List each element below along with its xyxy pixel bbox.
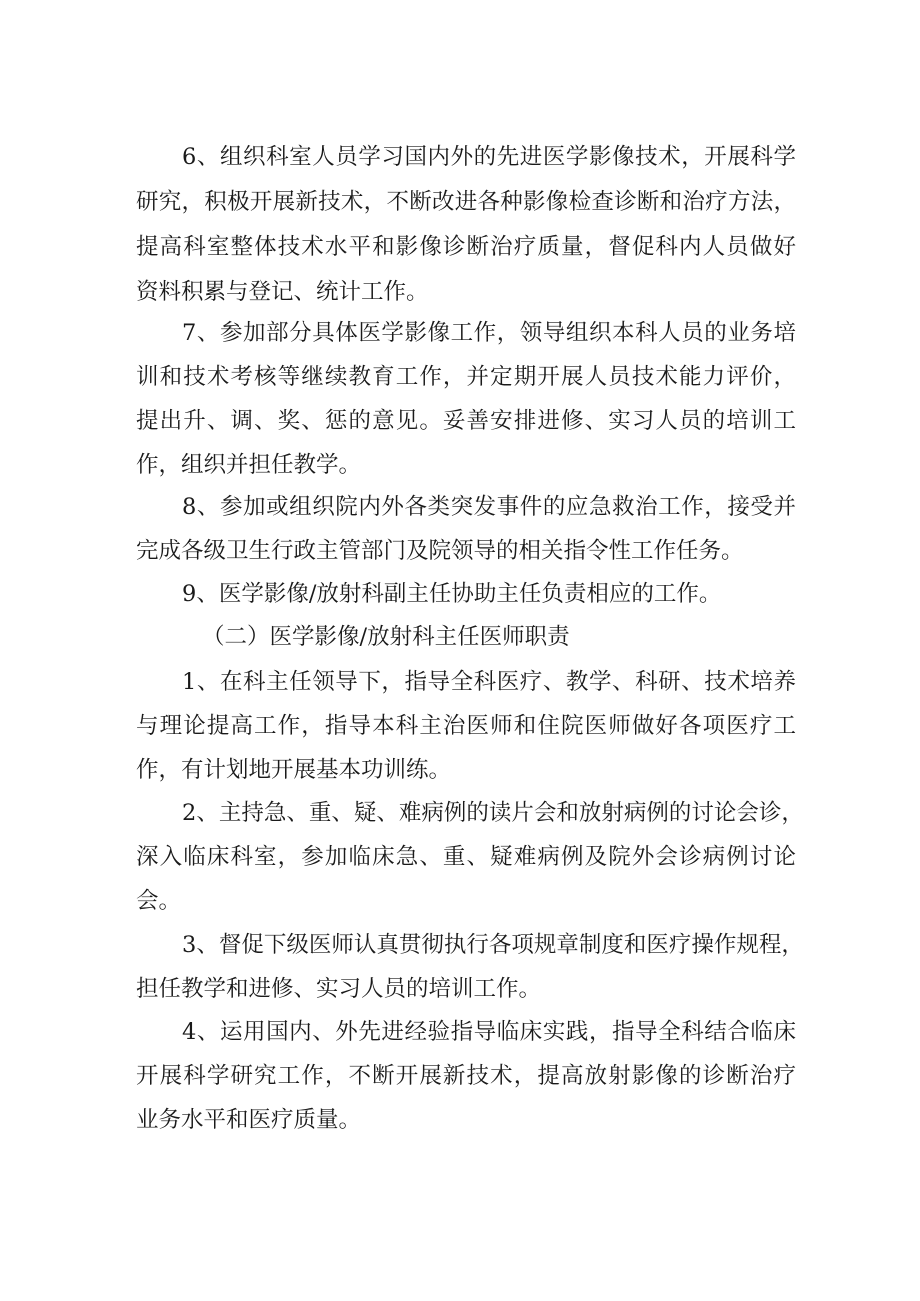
text-line: 1、在科主任领导下，指导全科医疗、教学、科研、技术培养: [182, 669, 796, 695]
text-line: 会。: [136, 888, 182, 914]
text-line: 与理论提高工作，指导本科主治医师和住院医师做好各项医疗工: [136, 713, 796, 739]
text-line: 训和技术考核等继续教育工作，并定期开展人员技术能力评价，: [136, 364, 796, 390]
text-line: 研究，积极开展新技术，不断改进各种影像检查诊断和治疗方法，: [136, 189, 796, 215]
text-line: 担任教学和进修、实习人员的培训工作。: [136, 976, 542, 1002]
text-line: 4、运用国内、外先进经验指导临床实践，指导全科结合临床: [182, 1019, 796, 1045]
text-line: 提高科室整体技术水平和影像诊断治疗质量，督促科内人员做好: [136, 234, 796, 260]
text-line: 9、医学影像/放射科副主任协助主任负责相应的工作。: [182, 581, 722, 607]
text-line: 3、督促下级医师认真贯彻执行各项规章制度和医疗操作规程，: [182, 932, 804, 958]
text-line: 作，有计划地开展基本功训练。: [136, 757, 452, 783]
text-line: 提出升、调、奖、惩的意见。妥善安排进修、实习人员的培训工: [136, 408, 796, 434]
text-line: 7、参加部分具体医学影像工作，领导组织本科人员的业务培: [182, 320, 796, 346]
text-line: 完成各级卫生行政主管部门及院领导的相关指令性工作任务。: [136, 538, 744, 564]
text-line: 开展科学研究工作，不断开展新技术，提高放射影像的诊断治疗: [136, 1063, 796, 1089]
section-heading: （二）医学影像/放射科主任医师职责: [202, 624, 570, 650]
text-line: 业务水平和医疗质量。: [136, 1107, 362, 1133]
text-line: 深入临床科室，参加临床急、重、疑难病例及院外会诊病例讨论: [136, 844, 796, 870]
text-line: 6、组织科室人员学习国内外的先进医学影像技术，开展科学: [182, 144, 796, 170]
text-line: 资料积累与登记、统计工作。: [136, 279, 429, 305]
text-line: 作，组织并担任教学。: [136, 452, 362, 478]
text-line: 2、主持急、重、疑、难病例的读片会和放射病例的讨论会诊，: [182, 800, 804, 826]
text-line: 8、参加或组织院内外各类突发事件的应急救治工作，接受并: [182, 494, 796, 520]
